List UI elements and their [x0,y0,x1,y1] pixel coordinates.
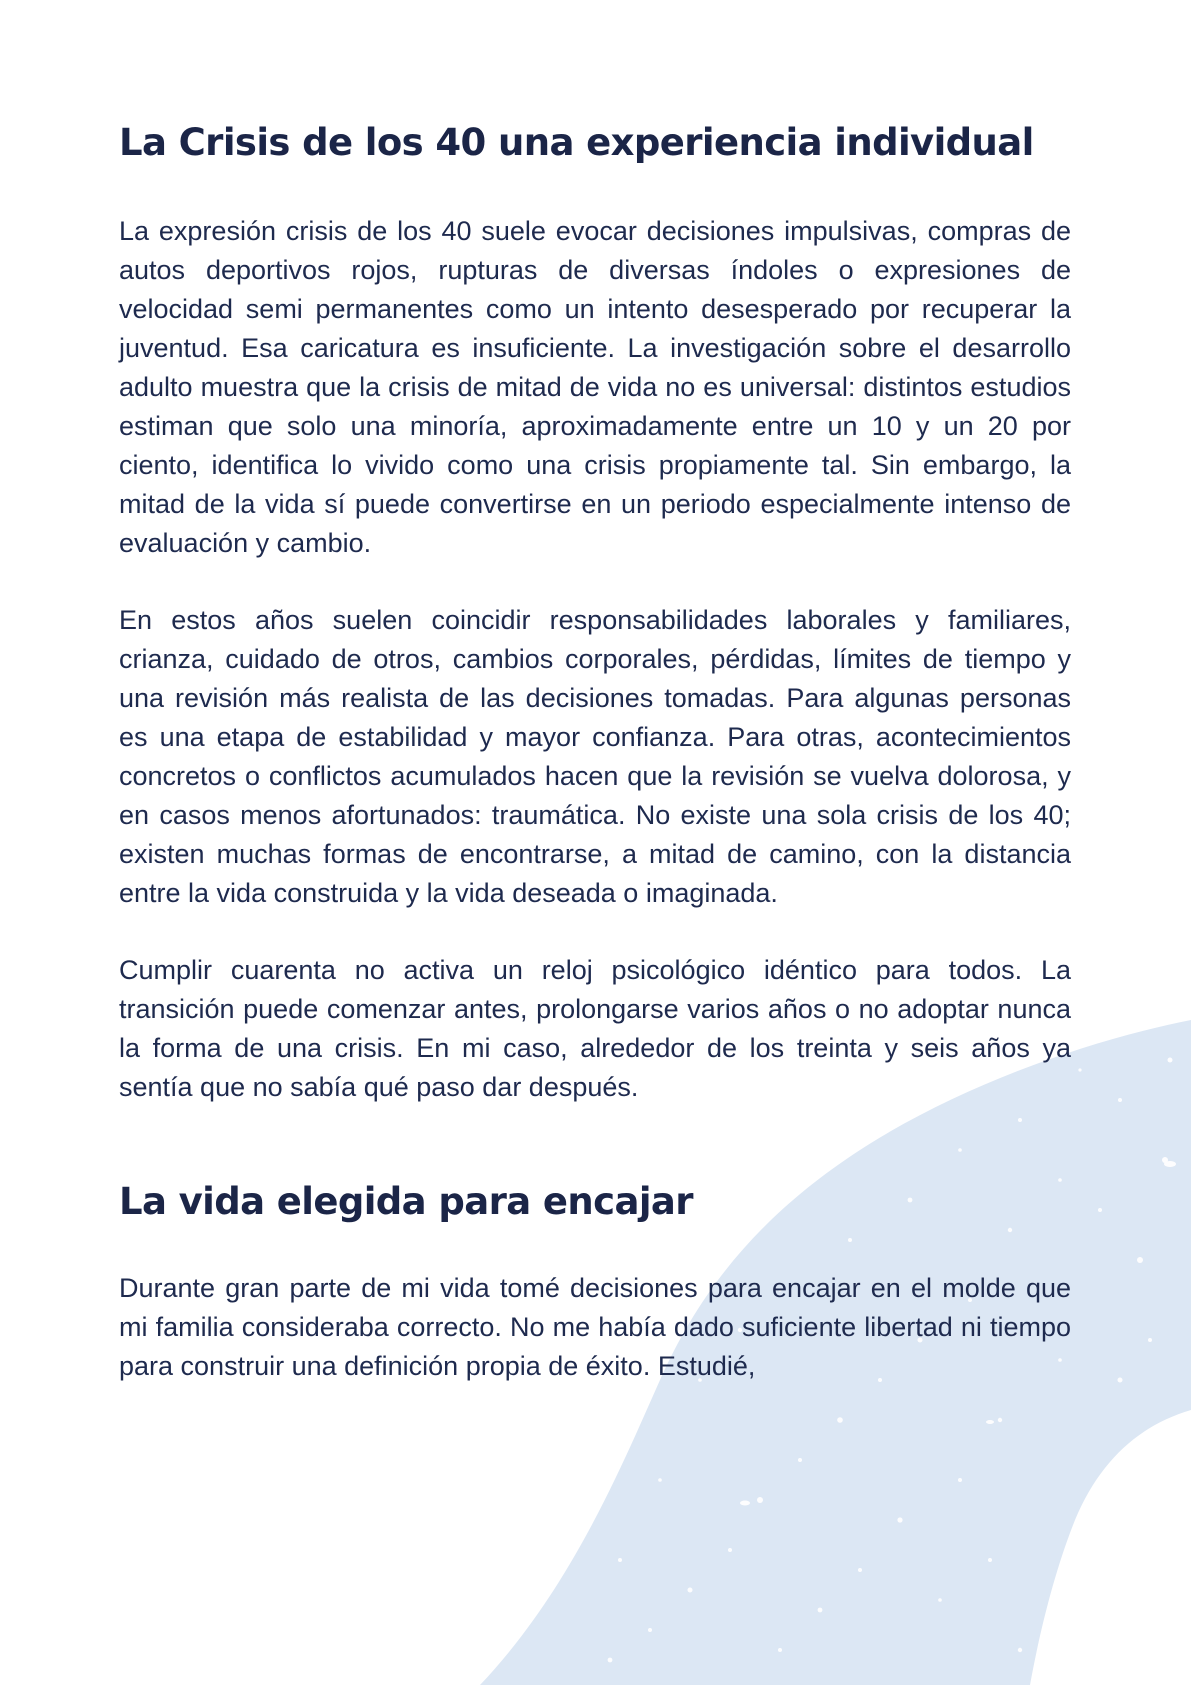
body-paragraph: Durante gran parte de mi vida tomé decisiones para encajar en el molde que mi familia consideraba correcto. No me había dado suficiente libertad ni tiempo para construir una definición propia de éxito. Estudié, [119,1273,1071,1381]
body-paragraph: La expresión crisis de los 40 suele evocar decisiones impulsivas, compras de autos deportivos rojos, rupturas de diversas índoles o expresiones de velocidad semi permanentes como un intento desesperado por recuperar la juventud. Esa caricatura es insuficiente. La investigación sobre el desarrollo adulto muestra que la crisis de mitad de vida no es universal: distintos estudios estiman que solo una minoría, aproximadamente entre un 10 y un 20 por ciento, identifica lo vivido como una crisis propiamente tal. Sin embargo, la mitad de la vida sí puede convertirse en un periodo especialmente intenso de evaluación y cambio. [119,216,1071,558]
document-body [119,118,1071,1386]
section-heading: La Crisis de los 40 una experiencia individual [119,121,1034,164]
body-paragraph: Cumplir cuarenta no activa un reloj psicológico idéntico para todos. La transición puede comenzar antes, prolongarse varios años o no adoptar nunca la forma de una crisis. En mi caso, alrededor de los treinta y seis años ya sentía que no sabía qué paso dar después. [119,955,1071,1102]
body-paragraph: En estos años suelen coincidir responsabilidades laborales y familiares, crianza, cuidado de otros, cambios corporales, pérdidas, límites de tiempo y una revisión más realista de las decisiones tomadas. Para algunas personas es una etapa de estabilidad y mayor confianza. Para otras, acontecimientos concretos o conflictos acumulados hacen que la revisión se vuelva dolorosa, y en casos menos afortunados: traumática. No existe una sola crisis de los 40; existen muchas formas de encontrarse, a mitad de camino, con la distancia entre la vida construida y la vida deseada o imaginada. [119,605,1071,908]
section-heading: La vida elegida para encajar [119,1180,693,1223]
